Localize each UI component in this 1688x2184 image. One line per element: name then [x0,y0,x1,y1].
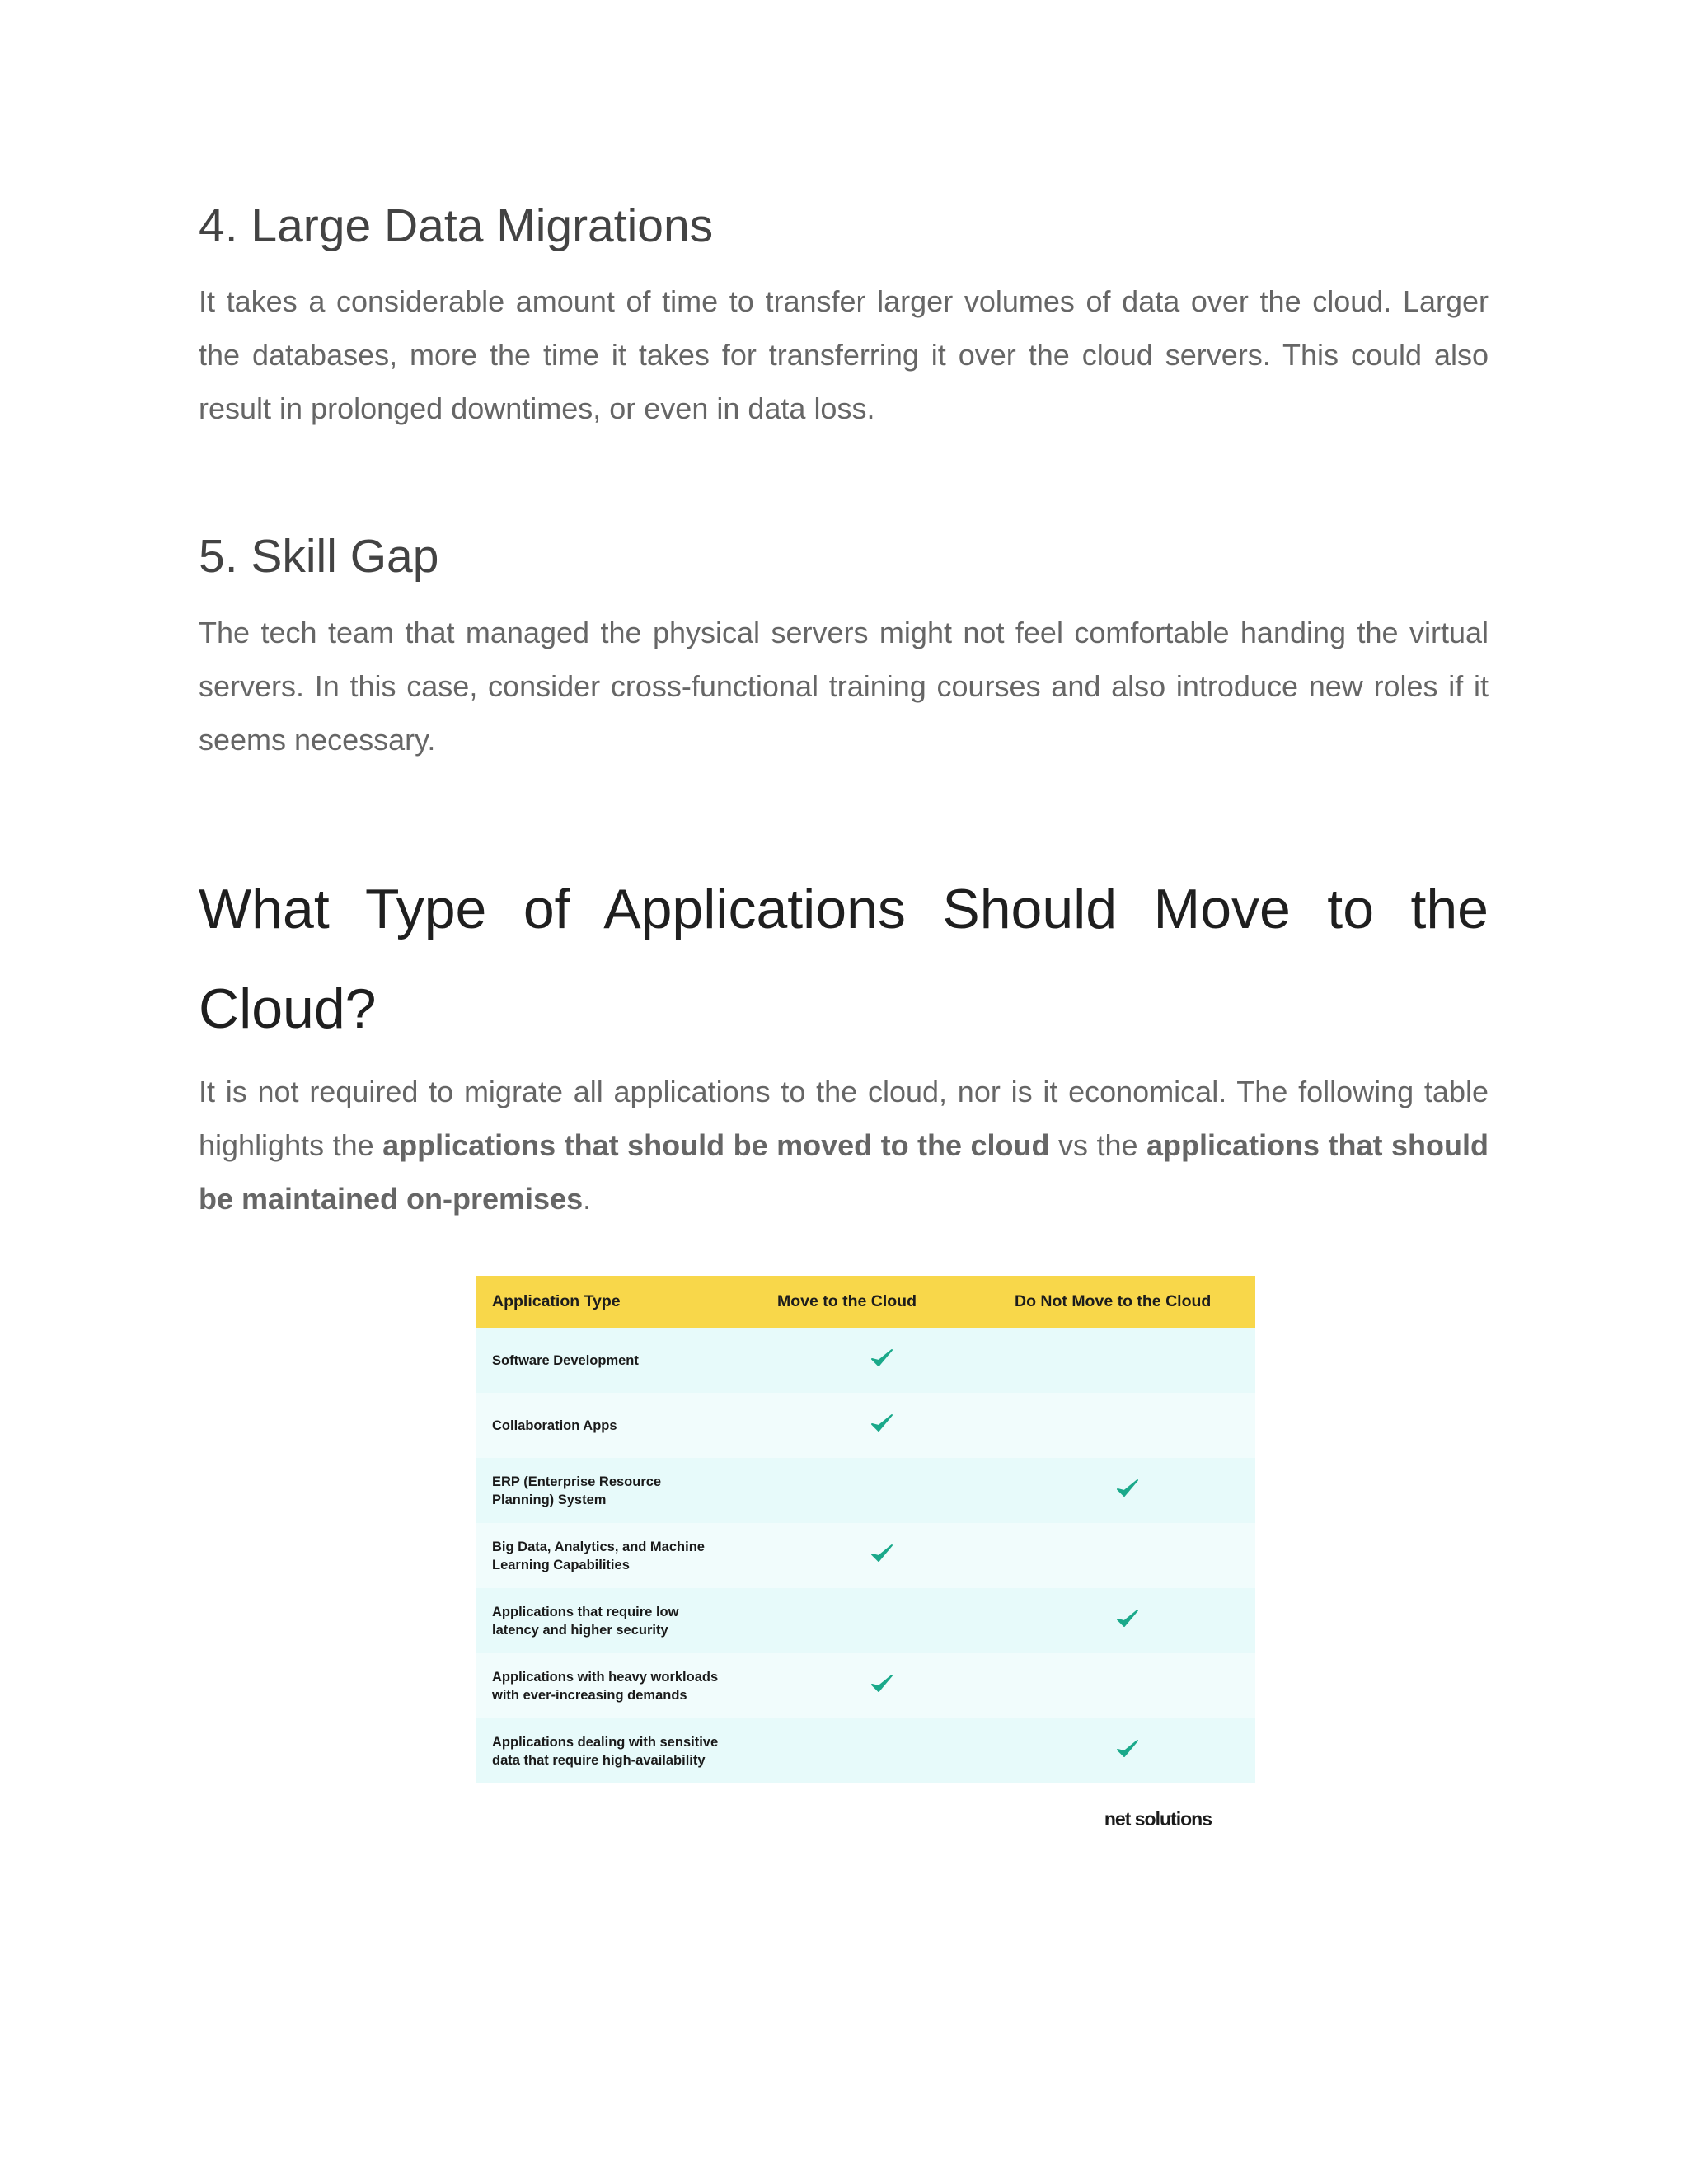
table-row [476,1523,1255,1588]
section-intro-applications [199,1065,1489,1226]
application-type-line: with ever-increasing demands [492,1687,687,1703]
brand-logo: net solutions [1104,1808,1212,1830]
section-heading-skill-gap: 5. Skill Gap [199,530,439,583]
move-to-cloud-cell [764,1718,1000,1783]
column-header-application-type: Application Type [476,1276,764,1328]
table-header-row [476,1276,1255,1328]
intro-text-vs: vs the [1049,1128,1147,1162]
section-body-large-data-migrations: It takes a considerable amount of time to transfer larger volumes of data over the cloud. Larger the databases, more the time it takes for transferring it over the cloud servers. This could also result in prolonged downtimes, or even in data loss. [199,284,1489,425]
application-type-line: Planning) System [492,1492,607,1507]
application-type-cell [476,1328,764,1393]
do-not-move-cell [1000,1718,1255,1783]
table-row [476,1653,1255,1718]
application-type-line: Collaboration Apps [492,1418,617,1433]
do-not-move-cell [1000,1393,1255,1458]
intro-bold-maintain: applications that should be maintained on-premises [199,1128,1489,1216]
move-to-cloud-cell [764,1328,1000,1393]
checkmark-icon [1115,1606,1140,1631]
section-heading-large-data-migrations: 4. Large Data Migrations [199,199,714,252]
checkmark-icon [1115,1476,1140,1501]
do-not-move-cell [1000,1653,1255,1718]
intro-bold-move: applications that should be moved to the cloud [382,1128,1050,1162]
table-row [476,1458,1255,1523]
move-to-cloud-cell [764,1523,1000,1588]
column-header-move-to-cloud: Move to the Cloud [764,1276,1000,1328]
do-not-move-cell [1000,1458,1255,1523]
section-heading-applications: What Type of Applications Should Move to the Cloud? [199,878,1489,1040]
application-type-line: Big Data, Analytics, and Machine [492,1539,705,1554]
column-header-do-not-move: Do Not Move to the Cloud [1000,1276,1255,1328]
application-type-line: Applications dealing with sensitive [492,1734,719,1750]
table-row [476,1718,1255,1783]
application-type-line: data that require high-availability [492,1752,706,1768]
application-type-line: ERP (Enterprise Resource [492,1474,662,1489]
intro-text: It is not required to migrate all applications to the cloud, nor is it economical. The following table highlights the [199,1075,1489,1162]
application-type-cell [476,1588,764,1653]
application-type-cell [476,1393,764,1458]
checkmark-icon [870,1671,894,1696]
checkmark-icon [1115,1736,1140,1761]
application-type-line: Learning Capabilities [492,1557,630,1572]
move-to-cloud-cell [764,1588,1000,1653]
do-not-move-cell [1000,1328,1255,1393]
comparison-table [476,1276,1255,1783]
application-type-line: Applications that require low [492,1604,679,1619]
table-row [476,1588,1255,1653]
table-body [476,1328,1255,1783]
application-type-cell [476,1458,764,1523]
do-not-move-cell [1000,1588,1255,1653]
move-to-cloud-cell [764,1393,1000,1458]
application-type-cell [476,1718,764,1783]
application-type-line: Applications with heavy workloads [492,1669,719,1685]
checkmark-icon [870,1346,894,1371]
table-row [476,1393,1255,1458]
move-to-cloud-cell [764,1653,1000,1718]
checkmark-icon [870,1411,894,1436]
table-row [476,1328,1255,1393]
application-type-line: latency and higher security [492,1622,668,1638]
comparison-table-figure [476,1276,1212,1830]
application-type-line: Software Development [492,1352,639,1368]
section-body-skill-gap: The tech team that managed the physical servers might not feel comfortable handing the virtual servers. In this case, consider cross-functional training courses and also introduce new roles if it seems necessary. [199,616,1489,757]
do-not-move-cell [1000,1523,1255,1588]
checkmark-icon [870,1541,894,1566]
application-type-cell [476,1523,764,1588]
application-type-cell [476,1653,764,1718]
move-to-cloud-cell [764,1458,1000,1523]
intro-text-end: . [583,1182,592,1216]
